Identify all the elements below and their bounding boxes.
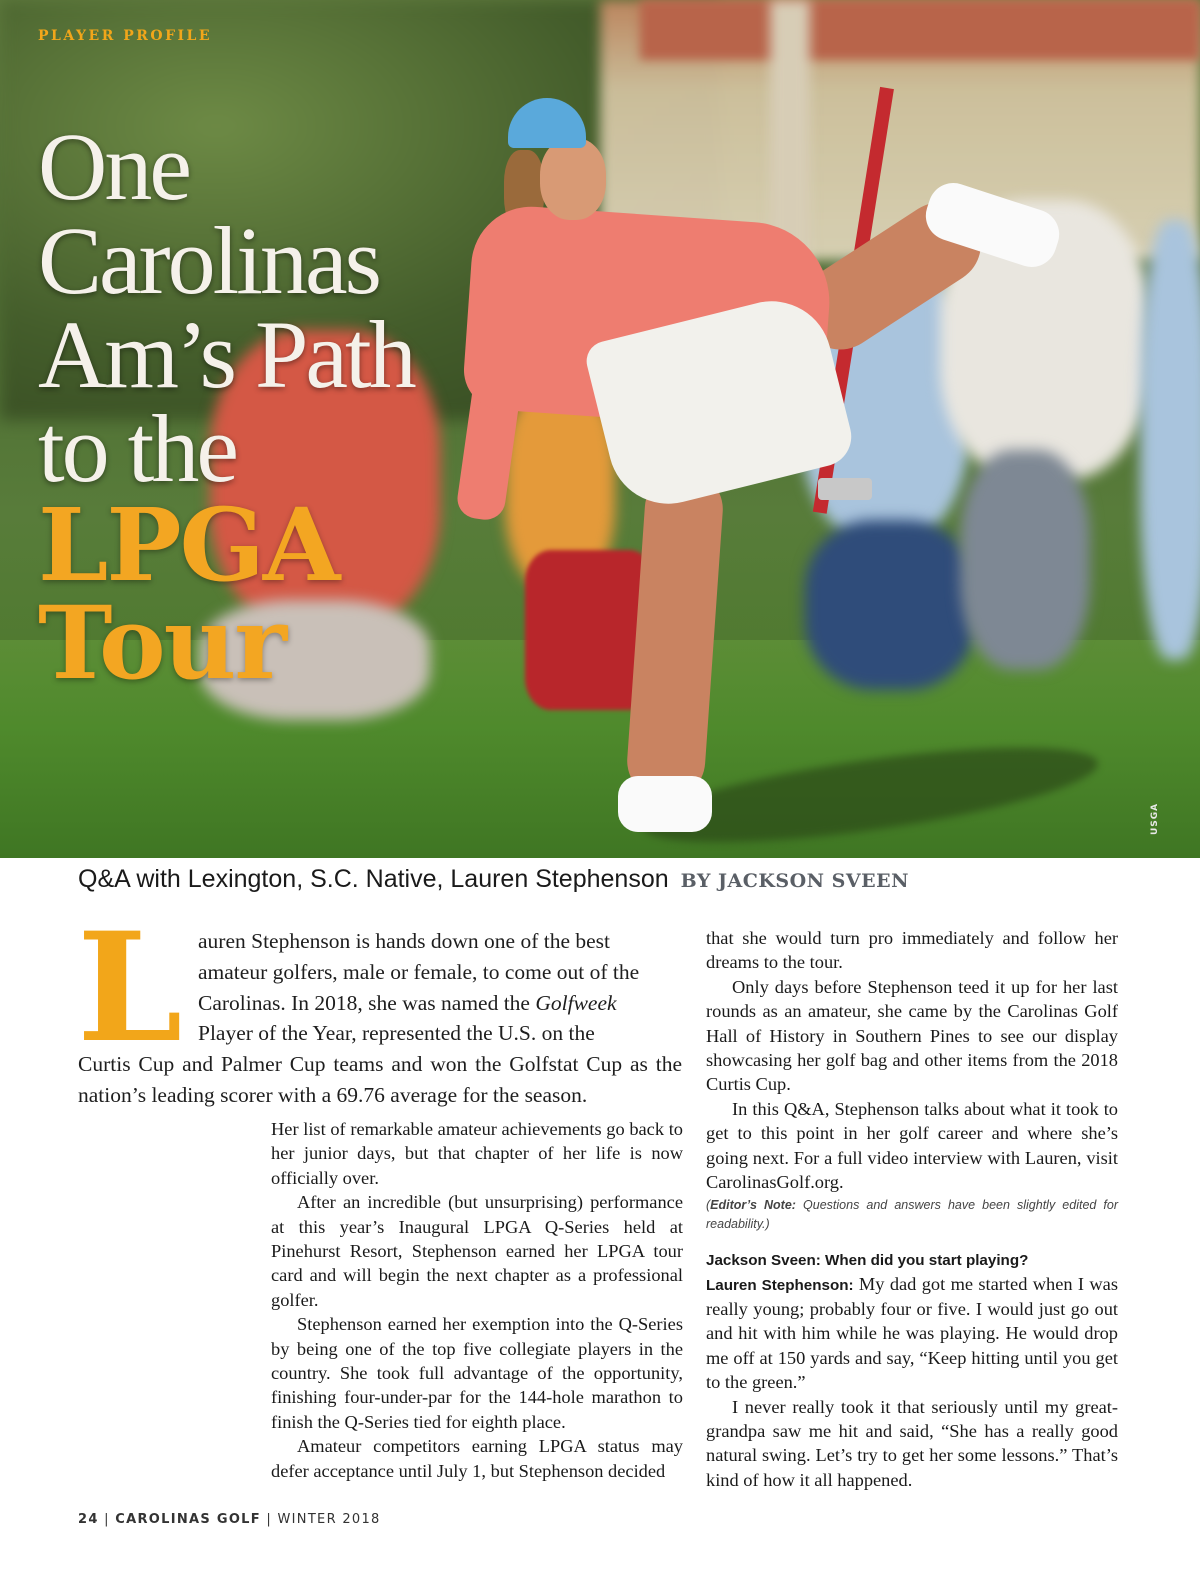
- headline-highlight: LPGA: [38, 486, 339, 604]
- body-paragraph: that she would turn pro immediately and follow her dreams to the tour.: [706, 928, 1118, 973]
- page-number: 24: [78, 1512, 99, 1527]
- publication-name: Golfweek: [535, 990, 617, 1015]
- issue-date: WINTER 2018: [277, 1512, 381, 1527]
- drop-cap: L: [77, 900, 183, 1076]
- body-paragraph: Her list of remarkable amateur achievements go back to her junior days, but that chapter of her life is now officially over.: [271, 1119, 683, 1188]
- headline-line: to the: [38, 395, 236, 502]
- golfer-face: [540, 138, 606, 220]
- interview-question: Jackson Sveen: When did you start playing?: [706, 1252, 1029, 1270]
- subheading-text: Q&A with Lexington, S.C. Native, Lauren Stephenson: [78, 865, 669, 893]
- headline-line: One: [38, 113, 189, 220]
- editors-note-label: Editor’s Note:: [710, 1198, 796, 1213]
- intro-line: Player of the Year, represented the U.S. on the: [198, 1021, 595, 1046]
- photo-credit: USGA: [1150, 802, 1160, 835]
- headline-line: Carolinas: [38, 207, 379, 314]
- body-paragraph: Amateur competitors earning LPGA status may defer acceptance until July 1, but Stephenson decided: [271, 1436, 683, 1481]
- editors-note: (Editor’s Note: Questions and answers have been slightly edited for readability.): [706, 1198, 1119, 1231]
- page-footer: 24 | CAROLINAS GOLF | WINTER 2018: [78, 1512, 381, 1527]
- body-paragraph: Only days before Stephenson teed it up for her last rounds as an amateur, she came by the Carolinas Golf Hall of History in Southern Pines to see our display showcasing her golf bag and other items from the 2018 Curtis Cup.: [706, 976, 1118, 1095]
- body-paragraph: After an incredible (but unsurprising) performance at this year’s Inaugural LPGA Q-Series held at Pinehurst Resort, Stephenson earned her LPGA tour card and will begin the next chapter as a professional golfer.: [271, 1192, 683, 1310]
- body-column-left: [271, 1117, 683, 1483]
- answer-speaker: Lauren Stephenson:: [706, 1277, 854, 1295]
- magazine-name: CAROLINAS GOLF: [115, 1512, 261, 1527]
- section-kicker: PLAYER PROFILE: [38, 28, 213, 44]
- body-paragraph: In this Q&A, Stephenson talks about what it took to get to this point in her golf career and where she’s going next. For a full video interview with Lauren, visit CarolinasGolf.org.: [706, 1098, 1118, 1193]
- headline-line: Am’s Path: [38, 301, 414, 408]
- intro-line: amateur golfers, male or female, to come out of the: [198, 959, 640, 984]
- headline: [38, 113, 414, 702]
- body-column-right: [706, 926, 1118, 1492]
- subheading: [78, 865, 1178, 894]
- intro-paragraph: [77, 900, 682, 1111]
- interview-answer: Lauren Stephenson: My dad got me started when I was really young; probably four or five. I would just go out and hit with him while he was playing. He would drop me off at 150 yards and say, “Keep hitting until you get to the green.”: [706, 1274, 1118, 1393]
- intro-line: auren Stephenson is hands down one of the best: [198, 929, 611, 953]
- spectator: [1140, 220, 1200, 660]
- body-paragraph: I never really took it that seriously until my great-grandpa saw me hit and said, “She has a really good natural swing. Let’s try to get her some lessons.” That’s kind of how it all happened.: [706, 1396, 1118, 1490]
- intro-rest: Curtis Cup and Palmer Cup teams and won the Golfstat Cup as the nation’s leading scorer with a 69.76 average for the season.: [78, 1052, 682, 1107]
- byline: BY JACKSON SVEEN: [680, 870, 909, 892]
- body-paragraph: Stephenson earned her exemption into the Q-Series by being one of the top five collegiate players in the country. She took full advantage of the opportunity, finishing four-under-par for the 144-hole marathon to finish the Q-Series tied for eighth place.: [271, 1314, 683, 1432]
- intro-line: Carolinas. In 2018, she was named the: [198, 990, 536, 1015]
- headline-highlight: Tour: [38, 584, 286, 702]
